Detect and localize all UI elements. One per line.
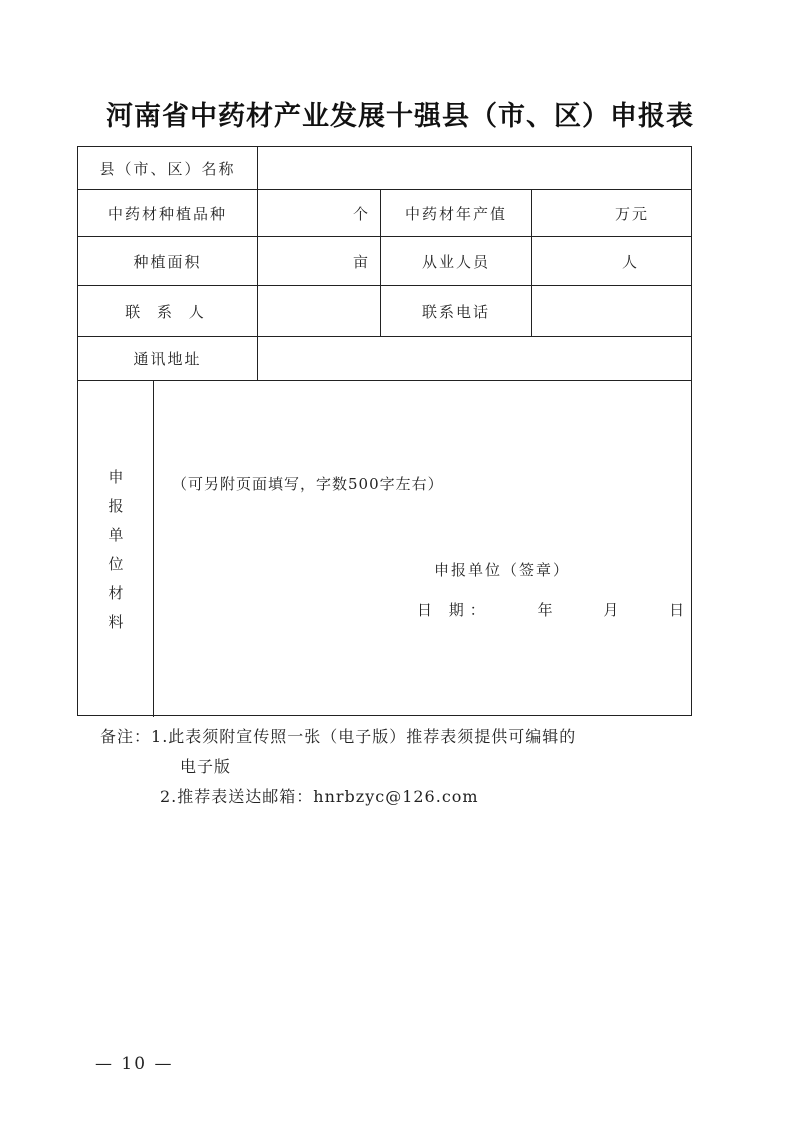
note-1: [100, 722, 576, 752]
contact-person-label: 联 系 人: [125, 302, 210, 321]
notes-prefix: 备注：: [100, 727, 152, 746]
planting-area-label: 种植面积: [133, 252, 202, 271]
planting-area-field[interactable]: 亩: [352, 252, 370, 271]
materials-label-char: 料: [108, 612, 124, 631]
notes-section: [100, 722, 576, 812]
variety-count-label: 中药材种植品种: [107, 204, 227, 223]
materials-hint: （可另附页面填写，字数500字左右）: [172, 475, 444, 493]
county-name-label: 县（市、区）名称: [99, 159, 236, 178]
date-row: [417, 599, 684, 620]
date-month: 月: [603, 601, 619, 619]
signature-label: 申报单位（签章）: [434, 561, 571, 579]
row-divider: [78, 380, 691, 381]
materials-vertical-label: [78, 382, 154, 717]
date-year: 年: [537, 601, 553, 619]
county-name-field[interactable]: [258, 147, 691, 189]
materials-label-char: 位: [108, 554, 124, 573]
address-label: 通讯地址: [133, 350, 202, 368]
contact-phone-label: 联系电话: [421, 302, 490, 321]
note-1-line-1: 1.此表须附宣传照一张（电子版）推荐表须提供可编辑的: [151, 727, 577, 746]
address-field[interactable]: [258, 337, 691, 380]
date-day: 日: [669, 601, 685, 619]
contact-person-field[interactable]: [258, 286, 380, 336]
materials-label-char: 材: [108, 583, 124, 602]
note-2: 2.推荐表送达邮箱：hnrbzyc@126.com: [160, 787, 479, 806]
page-number: — 10 —: [95, 1054, 174, 1074]
employees-field[interactable]: 人: [621, 252, 639, 271]
contact-phone-field[interactable]: [532, 286, 691, 336]
annual-output-label: 中药材年产值: [404, 204, 507, 223]
date-label: 日 期：: [417, 601, 491, 619]
materials-label-char: 申: [108, 467, 124, 486]
materials-label-char: 单: [108, 525, 124, 544]
note-1-line-2: 电子版: [180, 757, 232, 776]
materials-label-char: 报: [108, 496, 124, 515]
page-title: 河南省中药材产业发展十强县（市、区）申报表: [106, 101, 694, 132]
annual-output-field[interactable]: 万元: [614, 204, 649, 223]
variety-count-field[interactable]: 个: [352, 204, 370, 223]
application-form-table: [77, 146, 692, 716]
employees-label: 从业人员: [421, 252, 490, 271]
